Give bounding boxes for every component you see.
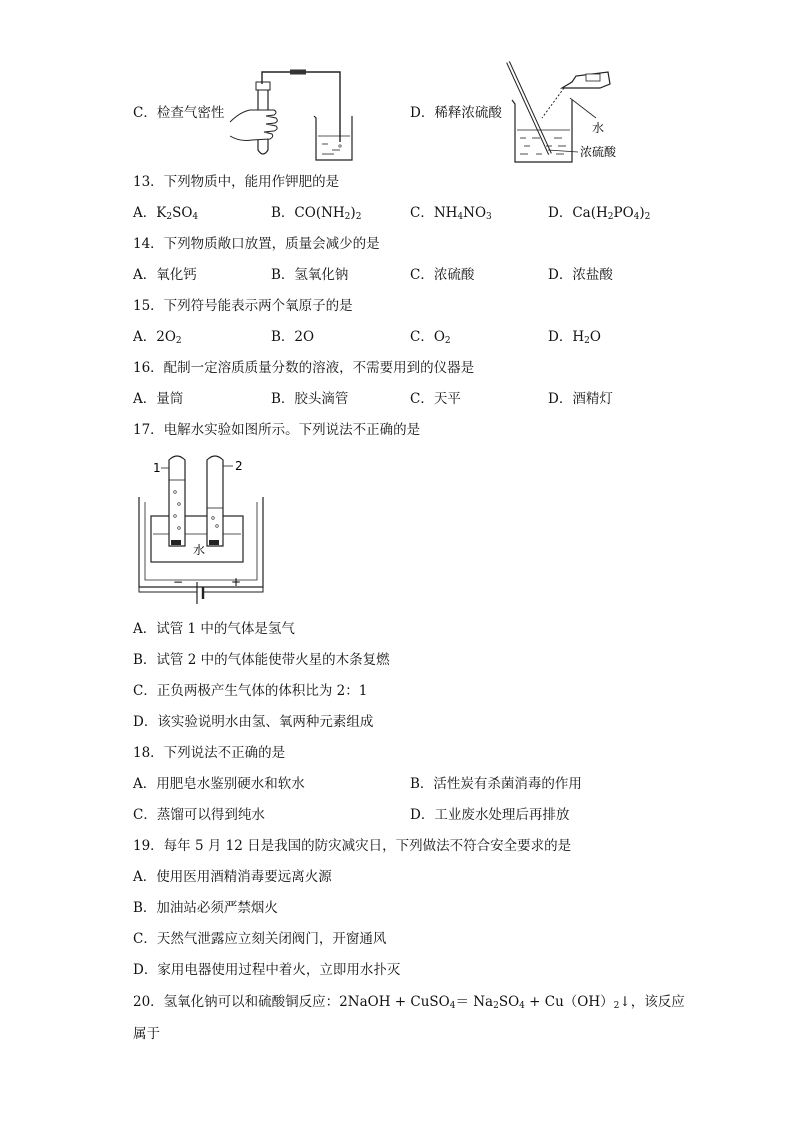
- q18-option-b: B．活性炭有杀菌消毒的作用: [410, 776, 582, 792]
- q13-stem: 13．下列物质中，能用作钾肥的是: [133, 174, 340, 190]
- q17-option-a: A．试管 1 中的气体是氢气: [133, 621, 295, 637]
- q14-option-d: D．浓盐酸: [548, 267, 613, 283]
- q20-stem-continued: 属于: [133, 1026, 160, 1042]
- q18-option-c: C．蒸馏可以得到纯水: [133, 807, 265, 823]
- q16-option-b: B．胶头滴管: [271, 391, 349, 407]
- q17-option-d: D．该实验说明水由氢、氧两种元素组成: [133, 714, 374, 730]
- tube-1-label: 1: [153, 461, 161, 475]
- beaker: [314, 116, 352, 160]
- electrolysis-apparatus-figure: [135, 452, 275, 610]
- q20-stem: 20．氢氧化钠可以和硫酸铜反应：2NaOH + CuSO$_4$＝ $Na_2SO_4$ + $Cu(OH)_2↓$，该反应: [133, 994, 685, 1011]
- q17-stem: 17．电解水实验如图所示。下列说法不正确的是: [133, 422, 421, 438]
- tube-2-label: 2: [235, 459, 243, 473]
- q18-stem: 18．下列说法不正确的是: [133, 745, 286, 761]
- q15-option-d: D．$H_2O$: [548, 329, 601, 346]
- q16-option-d: D．酒精灯: [548, 391, 613, 407]
- q12-option-c: C．检查气密性: [133, 105, 225, 121]
- rubber-joint: [290, 70, 306, 75]
- q13-option-a: A．$K_2SO_4$: [133, 205, 199, 222]
- q13-option-d: D．$Ca(H_2PO_4)_2$: [548, 205, 651, 222]
- q18-option-a: A．用肥皂水鉴别硬水和软水: [133, 776, 305, 792]
- q14-option-a: A．氧化钙: [133, 267, 197, 283]
- plus-label: +: [231, 575, 242, 589]
- q13-option-c: C．$NH_4NO_3$: [410, 205, 492, 222]
- hand: [230, 110, 277, 141]
- q16-option-c: C．天平: [410, 391, 461, 407]
- minus-label: −: [173, 575, 184, 589]
- q19-option-a: A．使用医用酒精消毒要远离火源: [133, 869, 332, 885]
- acid-label: 浓硫酸: [580, 145, 617, 159]
- q12-option-d: D．稀释浓硫酸: [410, 105, 502, 121]
- q14-stem: 14．下列物质敞口放置，质量会减少的是: [133, 236, 380, 252]
- q15-stem: 15．下列符号能表示两个氧原子的是: [133, 298, 353, 314]
- q14-option-c: C．浓硫酸: [410, 267, 475, 283]
- q15-option-a: A．$2O_2$: [133, 329, 182, 346]
- q18-option-d: D．工业废水处理后再排放: [410, 807, 570, 823]
- q17-option-b: B．试管 2 中的气体能使带火星的木条复燃: [133, 652, 390, 668]
- beaker: [512, 100, 572, 162]
- q15-option-c: C．$O_2$: [410, 329, 451, 346]
- q19-option-d: D．家用电器使用过程中着火，立即用水扑灭: [133, 962, 401, 978]
- q16-stem: 16．配制一定溶质质量分数的溶液，不需要用到的仪器是: [133, 360, 475, 376]
- q15-option-b: B．2O: [271, 329, 315, 345]
- q17-option-c: C．正负两极产生气体的体积比为 2：1: [133, 683, 368, 699]
- water-label: 水: [592, 121, 605, 135]
- tube-2: [207, 456, 223, 546]
- stopper: [256, 82, 270, 90]
- q16-option-a: A．量筒: [133, 391, 184, 407]
- q19-option-b: B．加油站必须严禁烟火: [133, 900, 278, 916]
- q19-stem: 19．每年 5 月 12 日是我国的防灾减灾日，下列做法不符合安全要求的是: [133, 838, 572, 854]
- tube-1: [169, 456, 185, 546]
- water-label: 水: [193, 543, 206, 557]
- airtightness-check-figure: [222, 64, 357, 164]
- q19-option-c: C．天然气泄露应立刻关闭阀门，开窗通风: [133, 931, 387, 947]
- q13-option-b: B．$CO(NH_2)_2$: [271, 205, 362, 222]
- electrode-2: [209, 540, 219, 545]
- dilute-sulfuric-acid-figure: [500, 58, 650, 166]
- water-trough: [139, 497, 263, 587]
- electrode-1: [171, 540, 181, 545]
- q14-option-b: B．氢氧化钠: [271, 267, 349, 283]
